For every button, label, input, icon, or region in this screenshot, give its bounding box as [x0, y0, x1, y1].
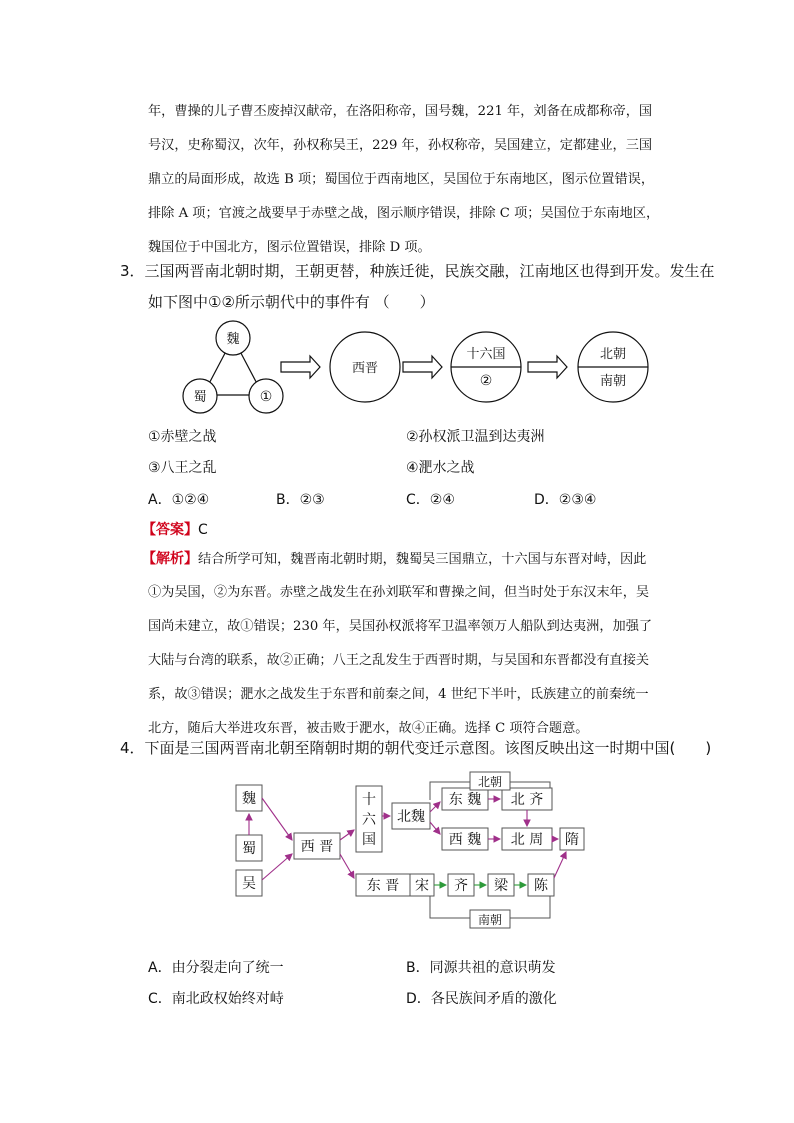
- label-sui: 隋: [565, 832, 579, 848]
- arrow: [554, 852, 566, 878]
- q3-stem-line1: 3．三国两晋南北朝时期，王朝更替，种族迁徙，民族交融，江南地区也得到开发。发生在: [120, 262, 715, 280]
- arrow: [262, 854, 292, 880]
- label-beiqi: 北 齐: [510, 792, 544, 808]
- q3-item: ①赤壁之战: [148, 429, 217, 445]
- label-shiliuguo-1: 十: [362, 792, 376, 808]
- q2-explanation-line: 鼎立的局面形成，故选 B 项；蜀国位于西南地区，吴国位于东南地区，图示位置错误，: [148, 172, 655, 187]
- answer-value: C: [198, 522, 208, 538]
- answer-tag: 【答案】: [142, 522, 198, 538]
- q4-option-a[interactable]: A．由分裂走向了统一: [148, 960, 284, 976]
- label-circle2: ②: [479, 373, 493, 389]
- label-beizhou: 北 周: [510, 832, 544, 848]
- q2-explanation-line: 号汉，史称蜀汉，次年，孙权称吴王，229 年，孙权称帝，吴国建立，定都建业，三国: [148, 138, 653, 153]
- analysis-line: 国尚未建立，故①错误；230 年，吴国孙权派将军卫温率领万人船队到达夷洲，加强了: [148, 619, 653, 634]
- arrow: [262, 798, 292, 840]
- label-beichao: 北朝: [599, 347, 627, 362]
- label-liang: 梁: [494, 878, 508, 894]
- q3-option-d[interactable]: D．②③④: [534, 492, 597, 508]
- arrow-right-icon: [403, 356, 442, 378]
- analysis-tag: 【解析】: [142, 551, 198, 567]
- q2-explanation-line: 排除 A 项；官渡之战要早于赤壁之战，图示顺序错误，排除 C 项；吴国位于东南地区，: [148, 206, 660, 221]
- label-nanchao: 南朝: [599, 374, 627, 389]
- q4-dynasty-flow-diagram: [230, 770, 590, 940]
- q3-option-a[interactable]: A．①②④: [148, 492, 210, 508]
- label-song: 宋: [415, 878, 429, 894]
- label-qi: 齐: [454, 878, 468, 894]
- q2-explanation-line: 魏国位于中国北方，图示位置错误，排除 D 项。: [148, 240, 431, 255]
- analysis-line: ①为吴国，②为东晋。赤壁之战发生在孙刘联军和曹操之间，但当时处于东汉末年，吴: [148, 585, 650, 600]
- label-wei: 魏: [242, 791, 256, 807]
- q3-item: ②孙权派卫温到达夷洲: [406, 429, 545, 445]
- q3-option-c[interactable]: C．②④: [406, 492, 455, 508]
- arrow-right-icon: [281, 356, 320, 378]
- arrow: [340, 830, 354, 840]
- label-shiliuguo-2: 六: [362, 812, 376, 828]
- q3-answer: [142, 519, 208, 539]
- label-wu: 吴: [242, 876, 256, 892]
- analysis-line: 大陆与台湾的联系，故②正确；八王之乱发生于西晋时期，与吴国和东晋都没有直接关: [148, 653, 650, 668]
- label-wei: 魏: [226, 332, 240, 347]
- q3-item: ③八王之乱: [148, 460, 217, 476]
- label-xijin: 西 晋: [300, 839, 334, 855]
- q3-option-b[interactable]: B．②③: [276, 492, 325, 508]
- q3-dynasty-diagram: [170, 318, 670, 418]
- q3-analysis: [142, 542, 688, 746]
- label-circle1: ①: [259, 389, 273, 405]
- q2-explanation-line: 年，曹操的儿子曹丕废掉汉献帝，在洛阳称帝，国号魏，221 年，刘备在成都称帝，国: [148, 104, 653, 119]
- label-beiwei: 北魏: [397, 809, 425, 825]
- label-shiliuguo-3: 国: [362, 832, 376, 848]
- q4-stem: 4．下面是三国两晋南北朝至隋朝时期的朝代变迁示意图。该图反映出这一时期中国( ): [120, 739, 712, 757]
- label-beichao: 北朝: [477, 775, 503, 789]
- label-xiwei: 西 魏: [448, 832, 482, 848]
- arrow-right-icon: [528, 356, 567, 378]
- q4-option-b[interactable]: B．同源共祖的意识萌发: [406, 960, 556, 976]
- q3-item: ④淝水之战: [406, 460, 475, 476]
- q4-option-c[interactable]: C．南北政权始终对峙: [148, 991, 284, 1007]
- q4-option-d[interactable]: D．各民族间矛盾的激化: [406, 991, 557, 1007]
- label-xijin: 西晋: [351, 361, 379, 376]
- arrow: [430, 822, 440, 834]
- q2-explanation: [148, 95, 688, 265]
- label-shu: 蜀: [193, 390, 207, 405]
- arrow: [430, 802, 440, 812]
- analysis-line: 系，故③错误；淝水之战发生于东晋和前秦之间，4 世纪下半叶，氐族建立的前秦统一: [148, 687, 649, 702]
- arrow: [340, 854, 354, 878]
- analysis-line: 北方，随后大举进攻东晋，被击败于淝水，故④正确。选择 C 项符合题意。: [148, 721, 589, 736]
- label-chen: 陈: [534, 878, 548, 894]
- analysis-text: 结合所学可知，魏晋南北朝时期，魏蜀吴三国鼎立，十六国与东晋对峙，因此: [198, 552, 647, 567]
- analysis-line: [142, 542, 688, 576]
- q3-stem-line2: 如下图中①②所示朝代中的事件有 （ ）: [148, 293, 435, 311]
- label-shu: 蜀: [242, 841, 256, 857]
- label-dongwei: 东 魏: [448, 792, 482, 808]
- label-shiliuguo: 十六国: [466, 347, 506, 362]
- label-dongjin: 东 晋: [366, 878, 400, 894]
- label-nanchao: 南朝: [477, 913, 503, 927]
